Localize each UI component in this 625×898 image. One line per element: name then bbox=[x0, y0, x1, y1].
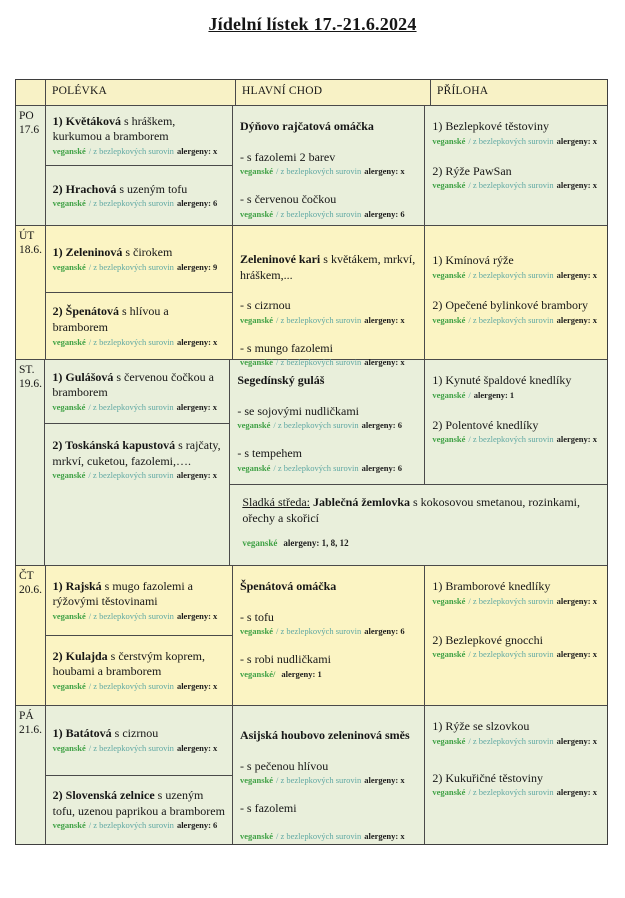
glutenfree-tag: / z bezlepkových surovin bbox=[88, 820, 174, 831]
allergen-tag: alergeny: 9 bbox=[176, 261, 218, 272]
side-item bbox=[432, 719, 600, 747]
allergen-tag: alergeny: x bbox=[556, 735, 597, 746]
glutenfree-tag: / z bezlepkových surovin bbox=[468, 135, 554, 146]
row-monday bbox=[16, 106, 607, 226]
day-date: 20.6. bbox=[19, 584, 42, 597]
side-cell-wednesday bbox=[425, 360, 607, 484]
glutenfree-tag: / z bezlepkových surovin bbox=[88, 743, 174, 754]
menu-table bbox=[15, 79, 608, 845]
glutenfree-tag: / z bezlepkových surovin bbox=[276, 208, 362, 219]
soup-item bbox=[46, 226, 232, 293]
header-day-cell bbox=[16, 80, 46, 105]
dish-description: s čerstvým koprem, houbami a bramborem bbox=[52, 648, 205, 679]
diet-tags bbox=[242, 538, 597, 550]
allergen-tag: alergeny: x bbox=[556, 135, 597, 146]
dish-line bbox=[53, 726, 225, 742]
glutenfree-tag: / z bezlepkových surovin bbox=[88, 146, 174, 157]
dish-name: 1) Zeleninová bbox=[52, 245, 123, 260]
vegan-tag: veganské bbox=[242, 538, 278, 549]
glutenfree-tag: / z bezlepkových surovin bbox=[88, 402, 174, 413]
allergen-tag: alergeny: x bbox=[364, 357, 405, 368]
glutenfree-tag: / z bezlepkových surovin bbox=[468, 269, 554, 280]
diet-tags bbox=[240, 775, 417, 786]
vegan-tag: veganské bbox=[432, 434, 466, 445]
dish-description: s červenou čočkou a bramborem bbox=[52, 369, 214, 400]
dish-name: 2) Špenátová bbox=[52, 304, 119, 319]
day-date: 17.6 bbox=[19, 124, 40, 137]
main-title bbox=[240, 728, 417, 744]
diet-tags bbox=[432, 736, 600, 747]
main-variant bbox=[240, 801, 417, 842]
diet-tags bbox=[432, 390, 600, 401]
diet-tags bbox=[240, 315, 417, 326]
soup-item bbox=[45, 424, 229, 565]
allergen-tag: alergeny: x bbox=[364, 166, 405, 177]
row-tuesday bbox=[16, 226, 607, 368]
glutenfree-tag: / z bezlepkových surovin bbox=[276, 166, 362, 177]
dish-line bbox=[53, 788, 225, 819]
soup-item bbox=[46, 636, 232, 705]
dish-line bbox=[53, 182, 225, 198]
wednesday-right-area bbox=[230, 360, 607, 565]
header-soup: POLÉVKA bbox=[46, 80, 236, 105]
diet-tags bbox=[53, 262, 225, 273]
soup-item bbox=[46, 776, 232, 845]
glutenfree-tag: / z bezlepkových surovin bbox=[88, 198, 174, 209]
glutenfree-tag: / z bezlepkových surovin bbox=[276, 314, 362, 325]
dish-line: 1) Bramborové knedlíky bbox=[432, 579, 551, 593]
day-abbr: ČT bbox=[19, 570, 34, 582]
vegan-tag: veganské bbox=[52, 743, 86, 754]
header-side: PŘÍLOHA bbox=[437, 85, 489, 97]
row-friday bbox=[16, 706, 607, 844]
vegan-tag: veganské bbox=[432, 787, 466, 798]
glutenfree-tag: / z bezlepkových surovin bbox=[468, 649, 554, 660]
vegan-tag: veganské bbox=[52, 820, 86, 831]
dish-name: 2) Slovenská zelnice bbox=[52, 788, 155, 803]
allergen-tag: alergeny: 6 bbox=[364, 626, 405, 637]
day-abbr: PO bbox=[19, 110, 34, 122]
dish-line: - s červenou čočkou bbox=[239, 192, 337, 207]
diet-tags bbox=[237, 463, 417, 474]
dish-line bbox=[53, 579, 225, 610]
main-variant bbox=[240, 298, 417, 326]
side-item bbox=[432, 373, 600, 401]
side-item bbox=[432, 579, 600, 607]
dish-description: s čirokem bbox=[122, 245, 173, 260]
dish-name: 2) Hrachová bbox=[52, 181, 117, 196]
dish-line: 2) Polentové knedlíky bbox=[432, 417, 539, 432]
dish-line: - s pečenou hlívou bbox=[239, 758, 329, 773]
dish-name: 1) Gulášová bbox=[52, 369, 114, 384]
dish-line bbox=[53, 649, 225, 680]
vegan-tag: veganské bbox=[239, 830, 273, 841]
dish-line bbox=[53, 114, 225, 145]
dish-line: 1) Kmínová rýže bbox=[432, 253, 514, 268]
glutenfree-tag: / z bezlepkových surovin bbox=[276, 626, 362, 637]
dish-line: - se sojovými nudličkami bbox=[237, 403, 359, 418]
glutenfree-tag: / z bezlepkových surovin bbox=[276, 357, 362, 368]
dish-line: - s tempehem bbox=[237, 446, 302, 461]
dish-name: Jablečná žemlovka bbox=[313, 495, 410, 509]
diet-tags bbox=[240, 209, 417, 220]
soup-item bbox=[46, 566, 232, 636]
diet-tags bbox=[53, 681, 225, 692]
allergen-tag: alergeny: x bbox=[556, 314, 597, 325]
main-title bbox=[240, 252, 417, 283]
side-item bbox=[432, 164, 600, 192]
glutenfree-tag: / z bezlepkových surovin bbox=[88, 336, 174, 347]
dish-name: 1) Batátová bbox=[52, 726, 112, 741]
vegan-tag: veganské bbox=[432, 735, 466, 746]
diet-tags bbox=[432, 787, 600, 798]
allergen-tag: alergeny: x bbox=[556, 595, 597, 606]
vegan-tag: veganské bbox=[239, 166, 273, 177]
main-title bbox=[240, 579, 417, 595]
dish-name: 1) Rajská bbox=[52, 578, 102, 593]
vegan-tag: veganské bbox=[52, 198, 86, 209]
glutenfree-tag: / z bezlepkových surovin bbox=[468, 787, 554, 798]
dish-description: s rajčaty, mrkví, cuketou, fazolemi,…. bbox=[52, 438, 221, 468]
dish-name: 1) Květáková bbox=[52, 113, 121, 128]
side-cell-monday bbox=[425, 106, 607, 225]
allergen-tag: alergeny: x bbox=[364, 830, 405, 841]
day-abbr: ST. bbox=[19, 364, 35, 376]
soup-item bbox=[46, 706, 232, 776]
glutenfree-tag: / z bezlepkových surovin bbox=[468, 434, 554, 445]
dish-description: s hlívou a bramborem bbox=[52, 304, 169, 334]
vegan-tag: veganské bbox=[237, 462, 271, 473]
diet-tags bbox=[240, 166, 417, 177]
diet-tags bbox=[432, 270, 600, 281]
dish-description: s uzeným tofu bbox=[116, 181, 188, 196]
page-title: Jídelní lístek 17.-21.6.2024 bbox=[208, 14, 417, 34]
side-item bbox=[432, 298, 600, 326]
vegan-tag: veganské bbox=[239, 775, 273, 786]
dish-line: 2) Bezlepkové gnocchi bbox=[432, 632, 543, 647]
dish-line bbox=[52, 370, 222, 401]
vegan-tag: veganské bbox=[432, 269, 466, 280]
allergen-tag: alergeny: x bbox=[364, 775, 405, 786]
vegan-tag: veganské bbox=[432, 180, 466, 191]
allergen-tag: alergeny: x bbox=[176, 611, 218, 622]
diet-tags bbox=[53, 198, 225, 209]
vegan-tag: veganské bbox=[52, 336, 86, 347]
vegan-tag: veganské bbox=[432, 389, 466, 400]
allergen-tag: alergeny: x bbox=[176, 681, 218, 692]
day-label-wednesday bbox=[16, 360, 45, 565]
diet-tags bbox=[240, 831, 417, 842]
day-label-friday bbox=[16, 706, 46, 844]
diet-tags bbox=[432, 136, 600, 147]
allergen-tag: alergeny: 1 bbox=[473, 389, 515, 400]
allergen-tag: alergeny: x bbox=[176, 470, 218, 481]
row-wednesday bbox=[16, 360, 607, 566]
vegan-tag: veganské bbox=[52, 402, 86, 413]
vegan-tag: veganské bbox=[432, 649, 466, 660]
allergen-tag: alergeny: x bbox=[176, 743, 218, 754]
vegan-tag: veganské bbox=[239, 208, 273, 219]
dish-line: - s fazolemi 2 barev bbox=[239, 149, 336, 164]
diet-tags bbox=[237, 420, 417, 431]
day-abbr: PÁ bbox=[19, 710, 34, 722]
side-cell-thursday bbox=[425, 566, 607, 705]
header-main: HLAVNÍ CHOD bbox=[236, 80, 431, 105]
dish-line bbox=[53, 245, 225, 261]
day-date: 19.6. bbox=[19, 378, 42, 391]
glutenfree-tag: / z bezlepkových surovin bbox=[273, 420, 359, 431]
dish-name: Zeleninové kari bbox=[239, 252, 321, 266]
side-cell-friday bbox=[425, 706, 607, 844]
dish-description: s květákem, mrkví, hráškem,... bbox=[239, 252, 416, 282]
vegan-tag: veganské bbox=[432, 135, 466, 146]
vegan-tag: veganské bbox=[237, 420, 271, 431]
row-thursday bbox=[16, 566, 607, 706]
side-item bbox=[432, 253, 600, 281]
glutenfree-tag: / z bezlepkových surovin bbox=[276, 775, 362, 786]
glutenfree-tag: / z bezlepkových surovin bbox=[468, 314, 554, 325]
main-variant bbox=[240, 150, 417, 178]
vegan-tag: veganské bbox=[52, 261, 86, 272]
soup-item bbox=[46, 166, 232, 225]
glutenfree-tag: / z bezlepkových surovin bbox=[273, 462, 359, 473]
allergen-tag: alergeny: 6 bbox=[361, 462, 402, 473]
vegan-tag: veganské bbox=[432, 314, 466, 325]
dish-description: s kokosovou smetanou, rozinkami, ořechy a skořicí bbox=[242, 495, 580, 525]
soup-cell-tuesday bbox=[46, 226, 233, 359]
sweet-wednesday-label: Sladká středa: bbox=[242, 495, 310, 509]
soup-cell-friday bbox=[46, 706, 233, 844]
dish-line: 1) Kynuté špaldové knedlíky bbox=[432, 373, 572, 387]
allergen-tag: alergeny: x bbox=[176, 402, 218, 413]
allergen-tag: alergeny: 1, 8, 12 bbox=[283, 538, 349, 549]
allergen-tag: alergeny: 6 bbox=[364, 208, 405, 219]
main-variant bbox=[240, 610, 417, 638]
allergen-tag: alergeny: 6 bbox=[361, 420, 402, 431]
side-item bbox=[432, 633, 600, 661]
dish-description: s uzeným tofu, uzenou paprikou a bramborem bbox=[52, 788, 225, 818]
allergen-tag: alergeny: x bbox=[556, 649, 597, 660]
soup-item bbox=[46, 293, 232, 359]
main-variant bbox=[237, 446, 417, 474]
allergen-tag: alergeny: x bbox=[176, 336, 218, 347]
soup-cell-wednesday bbox=[45, 360, 230, 565]
sweet-wednesday-line bbox=[242, 495, 597, 526]
day-label-thursday bbox=[16, 566, 46, 705]
allergen-tag: alergeny: x bbox=[556, 434, 597, 445]
soup-item bbox=[46, 106, 232, 166]
dish-description: s cizrnou bbox=[111, 726, 159, 741]
allergen-tag: alergeny: 6 bbox=[176, 198, 218, 209]
main-variant bbox=[240, 192, 417, 220]
main-cell-tuesday bbox=[233, 226, 425, 368]
vegan-tag: veganské bbox=[52, 681, 86, 692]
day-date: 18.6. bbox=[19, 244, 42, 257]
diet-tags bbox=[53, 146, 225, 157]
main-cell-friday bbox=[233, 706, 425, 844]
dish-line: - s tofu bbox=[239, 609, 274, 624]
diet-tags bbox=[240, 669, 417, 680]
allergen-tag: alergeny: x bbox=[556, 787, 597, 798]
table-header-row bbox=[16, 80, 607, 106]
main-cell-thursday bbox=[233, 566, 425, 705]
dish-line: - s fazolemi bbox=[239, 801, 297, 816]
vegan-tag: veganské bbox=[52, 611, 86, 622]
main-variant bbox=[237, 404, 417, 432]
allergen-tag: alergeny: 6 bbox=[176, 820, 218, 831]
diet-tags bbox=[52, 402, 222, 413]
main-variant bbox=[240, 652, 417, 680]
glutenfree-tag: / z bezlepkových surovin bbox=[88, 681, 174, 692]
day-abbr: ÚT bbox=[19, 230, 35, 242]
dish-description: s mugo fazolemi a rýžovými těstovinami bbox=[52, 578, 193, 609]
allergen-tag: alergeny: x bbox=[176, 146, 218, 157]
diet-tags bbox=[432, 434, 600, 445]
soup-cell-monday bbox=[46, 106, 233, 225]
soup-cell-thursday bbox=[46, 566, 233, 705]
allergen-tag: alergeny: 1 bbox=[281, 668, 322, 679]
vegan-tag: veganské bbox=[52, 470, 86, 481]
side-cell-tuesday bbox=[425, 226, 607, 359]
dish-line: - s cizrnou bbox=[239, 298, 291, 313]
day-date: 21.6. bbox=[19, 724, 42, 737]
side-item bbox=[432, 119, 600, 147]
dish-name: Dýňovo rajčatová omáčka bbox=[239, 119, 374, 133]
allergen-tag: alergeny: x bbox=[556, 180, 597, 191]
vegan-tag: veganské bbox=[52, 146, 86, 157]
diet-tags bbox=[52, 470, 222, 481]
dish-line bbox=[52, 438, 222, 469]
glutenfree-tag: / z bezlepkových surovin bbox=[468, 180, 554, 191]
side-item bbox=[432, 418, 600, 446]
dish-name: Segedínský guláš bbox=[237, 373, 325, 387]
sweet-wednesday-cell bbox=[230, 485, 607, 565]
dish-line bbox=[53, 304, 225, 335]
diet-tags bbox=[53, 743, 225, 754]
vegan-tag: veganské bbox=[432, 595, 466, 606]
diet-tags bbox=[240, 626, 417, 637]
glutenfree-tag: / z bezlepkových surovin bbox=[88, 261, 174, 272]
vegan-tag: veganské bbox=[239, 626, 273, 637]
dish-name: Asijská houbovo zeleninová směs bbox=[239, 728, 410, 742]
diet-tags bbox=[432, 315, 600, 326]
vegan-tag: veganské bbox=[239, 357, 273, 368]
diet-tags bbox=[53, 820, 225, 831]
diet-tags bbox=[432, 180, 600, 191]
main-title bbox=[237, 373, 417, 389]
dish-line: - s mungo fazolemi bbox=[239, 340, 333, 355]
glutenfree-tag: / z bezlepkových surovin bbox=[88, 611, 174, 622]
dish-line: 2) Kukuřičné těstoviny bbox=[432, 770, 543, 785]
vegan-tag: veganské bbox=[239, 314, 273, 325]
glutenfree-tag: / z bezlepkových surovin bbox=[468, 595, 554, 606]
glutenfree-tag: / bbox=[468, 389, 471, 400]
main-cell-wednesday bbox=[230, 360, 425, 484]
dish-line: 2) Rýže PawSan bbox=[432, 163, 512, 178]
dish-description: s hráškem, kurkumou a bramborem bbox=[52, 113, 176, 144]
soup-item bbox=[45, 360, 229, 424]
dish-name: Špenátová omáčka bbox=[239, 579, 337, 593]
allergen-tag: alergeny: x bbox=[556, 269, 597, 280]
glutenfree-tag: / z bezlepkových surovin bbox=[276, 830, 362, 841]
day-label-monday bbox=[16, 106, 46, 225]
diet-tags bbox=[53, 611, 225, 622]
allergen-tag: alergeny: x bbox=[364, 314, 405, 325]
glutenfree-tag: / z bezlepkových surovin bbox=[468, 735, 554, 746]
dish-line: 1) Rýže se slzovkou bbox=[432, 719, 530, 733]
side-item bbox=[432, 771, 600, 799]
dish-line: 2) Opečené bylinkové brambory bbox=[432, 298, 588, 312]
main-variant bbox=[240, 759, 417, 787]
wednesday-main-side bbox=[230, 360, 607, 485]
diet-tags bbox=[432, 649, 600, 660]
dish-name: 2) Kulajda bbox=[52, 648, 108, 663]
dish-name: 2) Toskánská kapustová bbox=[52, 438, 176, 452]
main-cell-monday bbox=[233, 106, 425, 225]
day-label-tuesday bbox=[16, 226, 46, 359]
diet-tags bbox=[432, 596, 600, 607]
dish-line: - s robi nudličkami bbox=[239, 652, 331, 667]
vegan-tag: veganské/ bbox=[239, 668, 276, 679]
diet-tags bbox=[53, 337, 225, 348]
main-title bbox=[240, 119, 417, 135]
dish-line: 1) Bezlepkové těstoviny bbox=[432, 119, 549, 133]
glutenfree-tag: / z bezlepkových surovin bbox=[88, 470, 174, 481]
